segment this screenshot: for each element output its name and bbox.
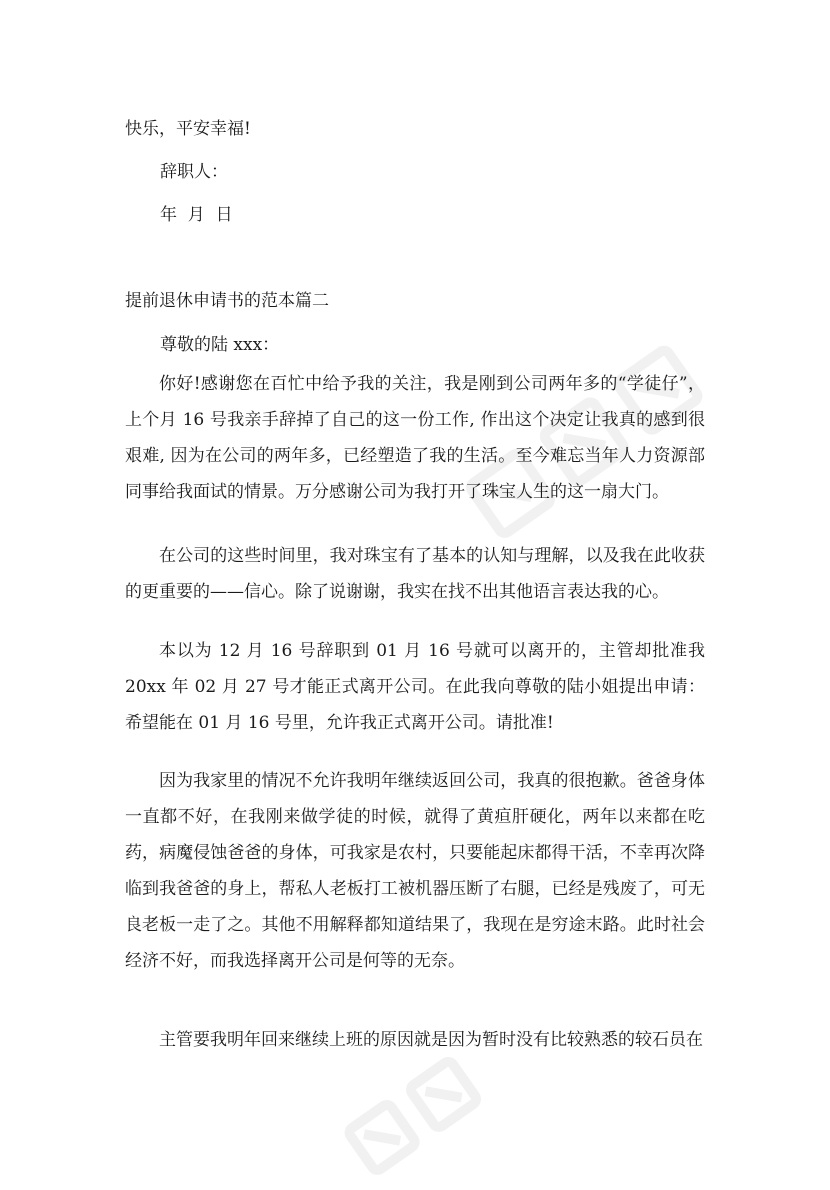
body-paragraph: 因为我家里的情况不允许我明年继续返回公司，我真的很抱歉。爸爸身体一直都不好，在我刚来做学徒的时候，就得了黄疸肝硬化，两年以来都在吃药，病魔侵蚀爸爸的身体，可我家是农村，只要能起床都得干活，不幸再次降临到我爸爸的身上，帮私人老板打工被机器压断了右腿，已经是残废了，可无良老板一走了之。其他不用解释都知道结果了，我现在是穷途末路。此时社会经济不好，而我选择离开公司是何等的无奈。 xyxy=(125,771,705,971)
body-paragraph: 你好!感谢您在百忙中给予我的关注，我是刚到公司两年多的“学徒仔”，上个月 16 号我亲手辞掉了自己的这一份工作, 作出这个决定让我真的感到很艰难, 因为在公司的两年多，已经塑造了我的生活。至今难忘当年人力资源部同事给我面试的情景。万分感谢公司为我打开了珠宝人生的这一扇大门。 xyxy=(125,374,705,502)
section-title: 提前退休申请书的范本篇二 xyxy=(125,291,329,311)
closing-line: 快乐，平安幸福! xyxy=(125,119,251,139)
date-label: 年 月 日 xyxy=(160,205,233,225)
signature-label: 辞职人： xyxy=(160,162,228,182)
body-paragraph: 本以为 12 月 16 号辞职到 01 月 16 号就可以离开的，主管却批准我 20xx 年 02 月 27 号才能正式离开公司。在此我向尊敬的陆小姐提出申请：希望能在 01 月 16 号里，允许我正式离开公司。请批准! xyxy=(125,641,705,733)
body-paragraph: 主管要我明年回来继续上班的原因就是因为暂时没有比较熟悉的较石员在 xyxy=(159,1030,703,1050)
body-paragraph: 在公司的这些时间里，我对珠宝有了基本的认知与理解，以及我在此收获的更重要的——信心。除了说谢谢，我实在找不出其他语言表达我的心。 xyxy=(125,546,705,602)
salutation: 尊敬的陆 xxx： xyxy=(160,335,280,355)
